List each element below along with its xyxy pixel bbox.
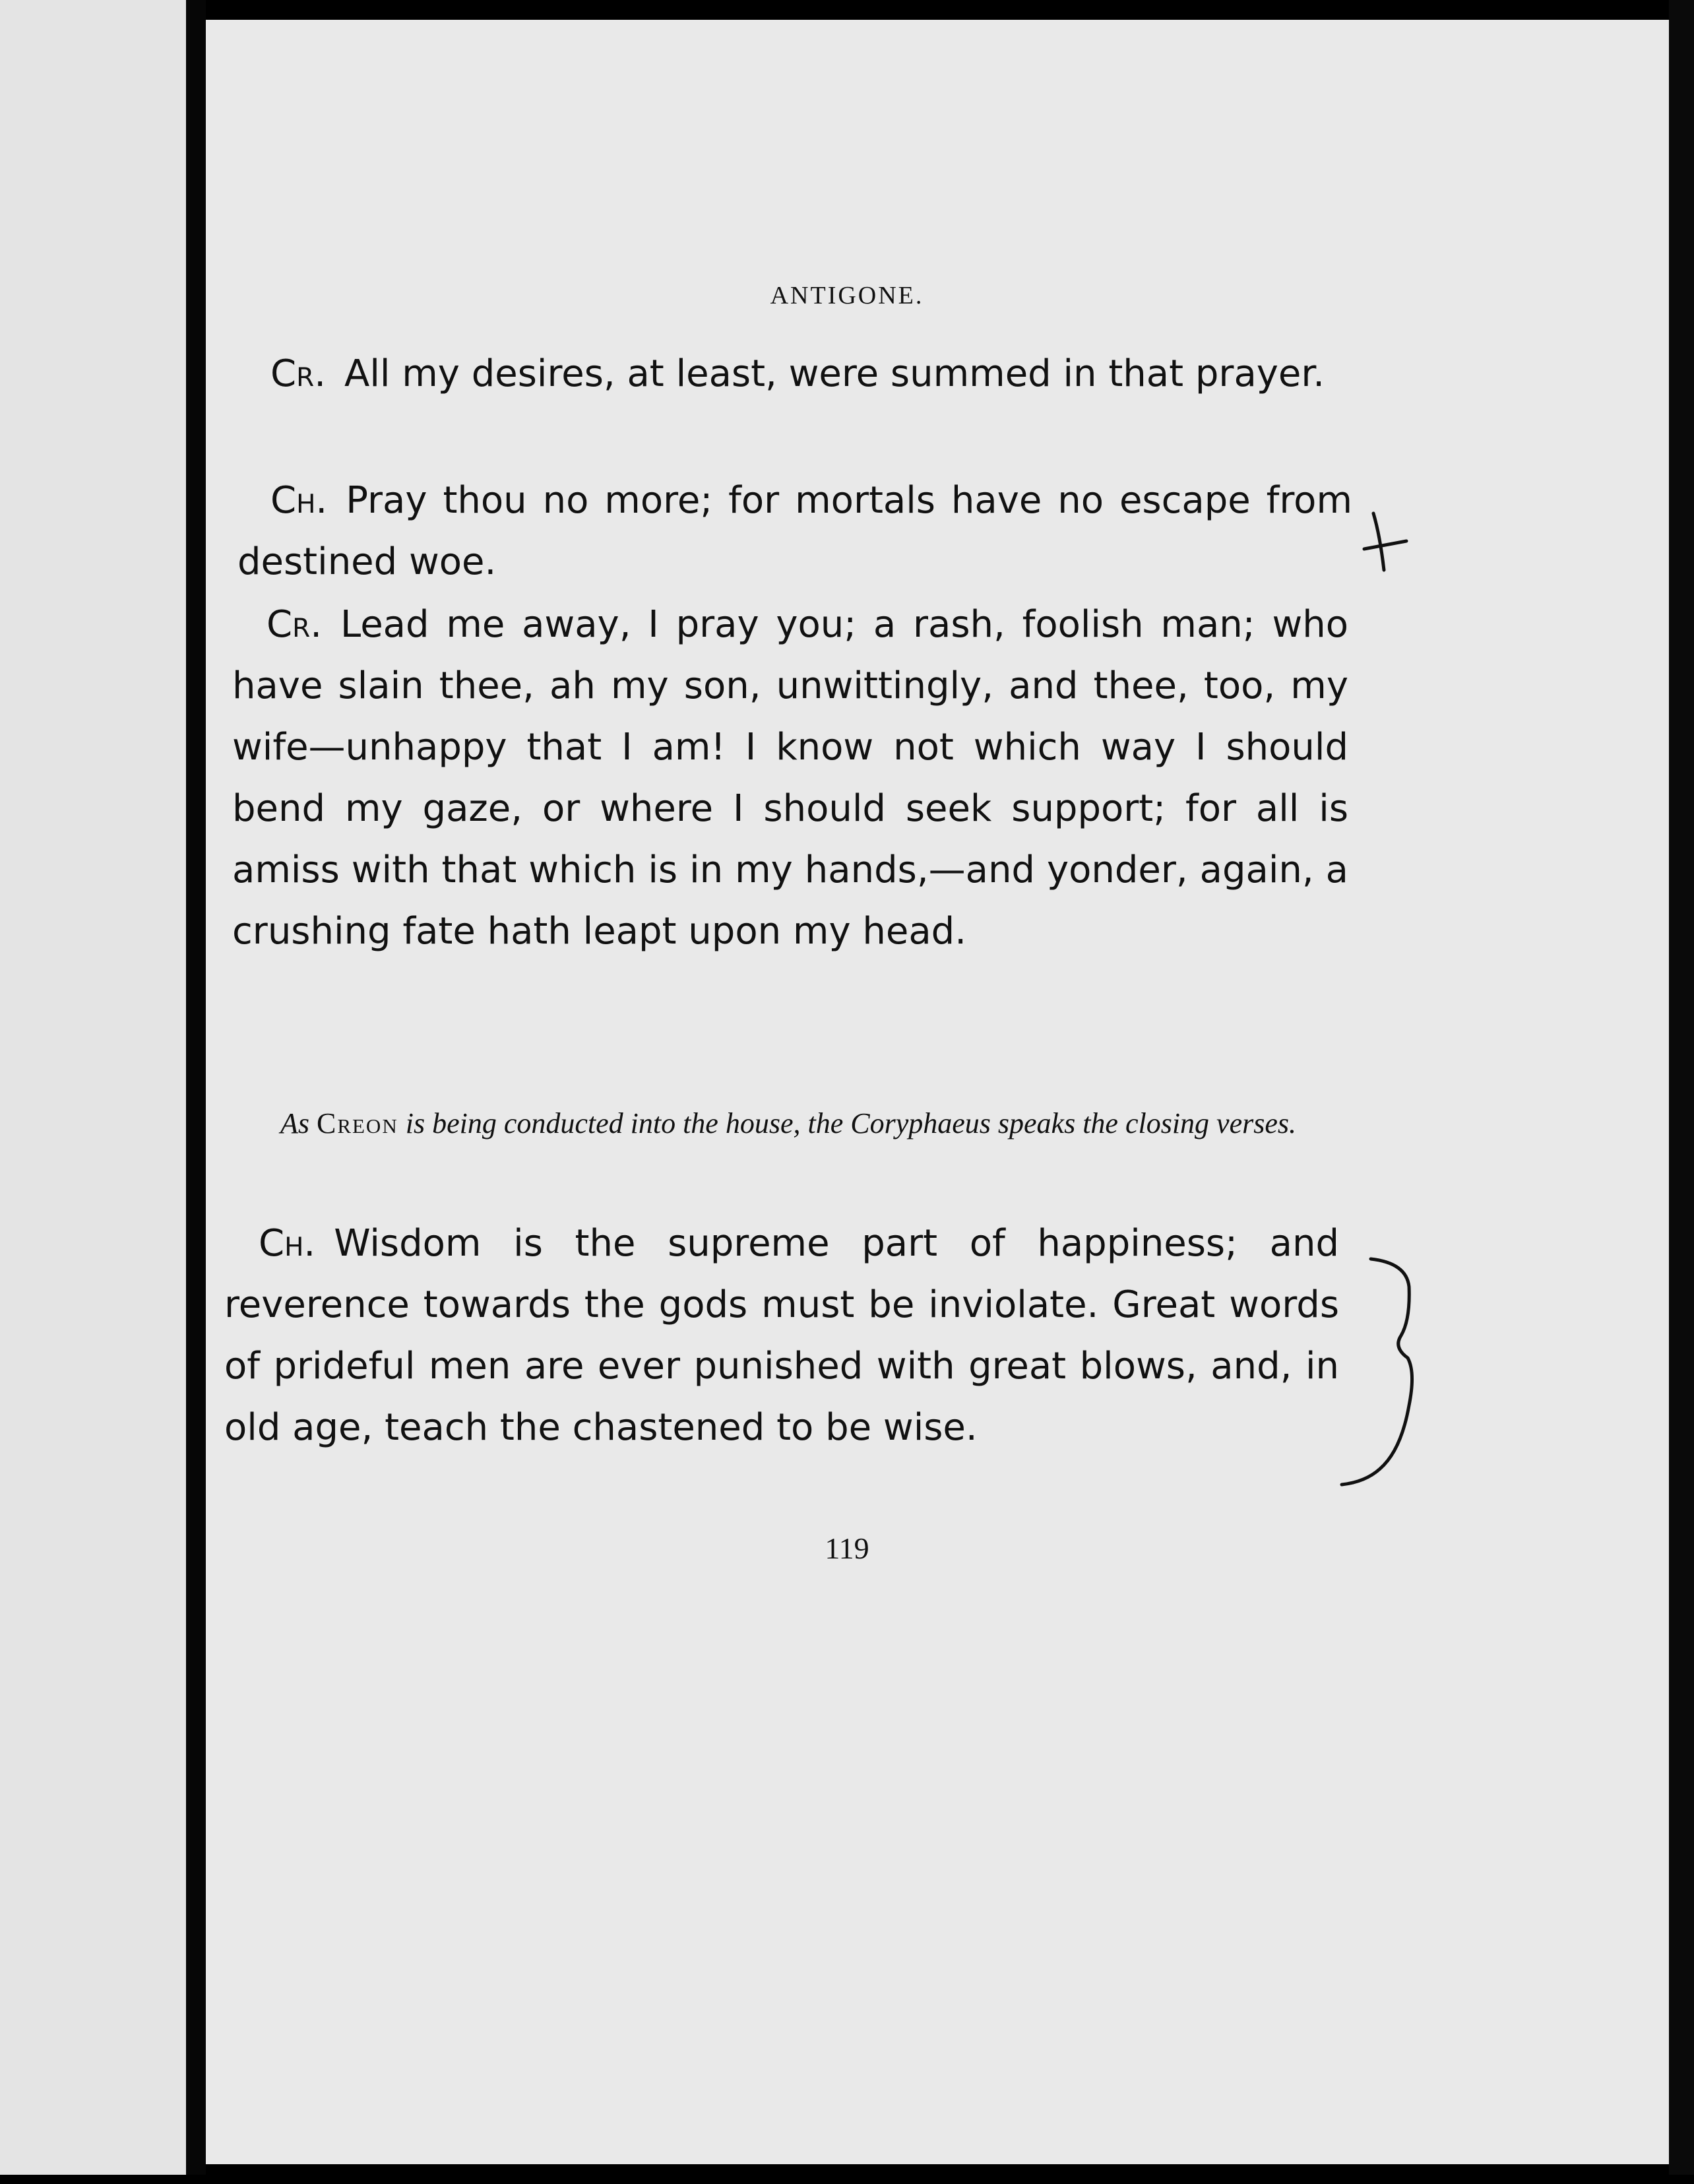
brace-mark-icon xyxy=(1342,1259,1412,1485)
stage-direction-name: Creon xyxy=(316,1107,398,1140)
speaker-label: Ch. xyxy=(270,479,328,522)
stage-direction-after: is being conducted into the house, the Coryphaeus speaks the closing verses. xyxy=(405,1107,1297,1140)
speaker-label: Cr. xyxy=(270,352,327,395)
cross-mark-icon xyxy=(1364,513,1406,570)
paragraph-text: Pray thou no more; for mortals have no escape from destined woe. xyxy=(237,479,1352,583)
page-number: 119 xyxy=(825,1531,869,1565)
paragraph-text: All my desires, at least, were summed in that prayer. xyxy=(344,352,1325,395)
speaker-label: Cr. xyxy=(267,603,323,646)
paragraph-text: Wisdom is the supreme part of happiness; and reverence towards the gods must be inviolate. Great words of prideful men are ever punished with great blows, and, in old age, teach the chastened to be wise. xyxy=(224,1222,1339,1449)
running-head: ANTIGONE. xyxy=(770,282,924,309)
paragraph-text: Lead me away, I pray you; a rash, foolish man; who have slain thee, ah my son, unwittingly, and thee, too, my wife—unhappy that I am! I know not which way I should bend my gaze, or where I should seek support; for all is amiss with that which is in my hands,—and yonder, again, a crushing fate hath leapt upon my head. xyxy=(232,603,1348,953)
speaker-label: Ch. xyxy=(259,1222,316,1265)
stage-direction-before: As xyxy=(280,1107,309,1140)
